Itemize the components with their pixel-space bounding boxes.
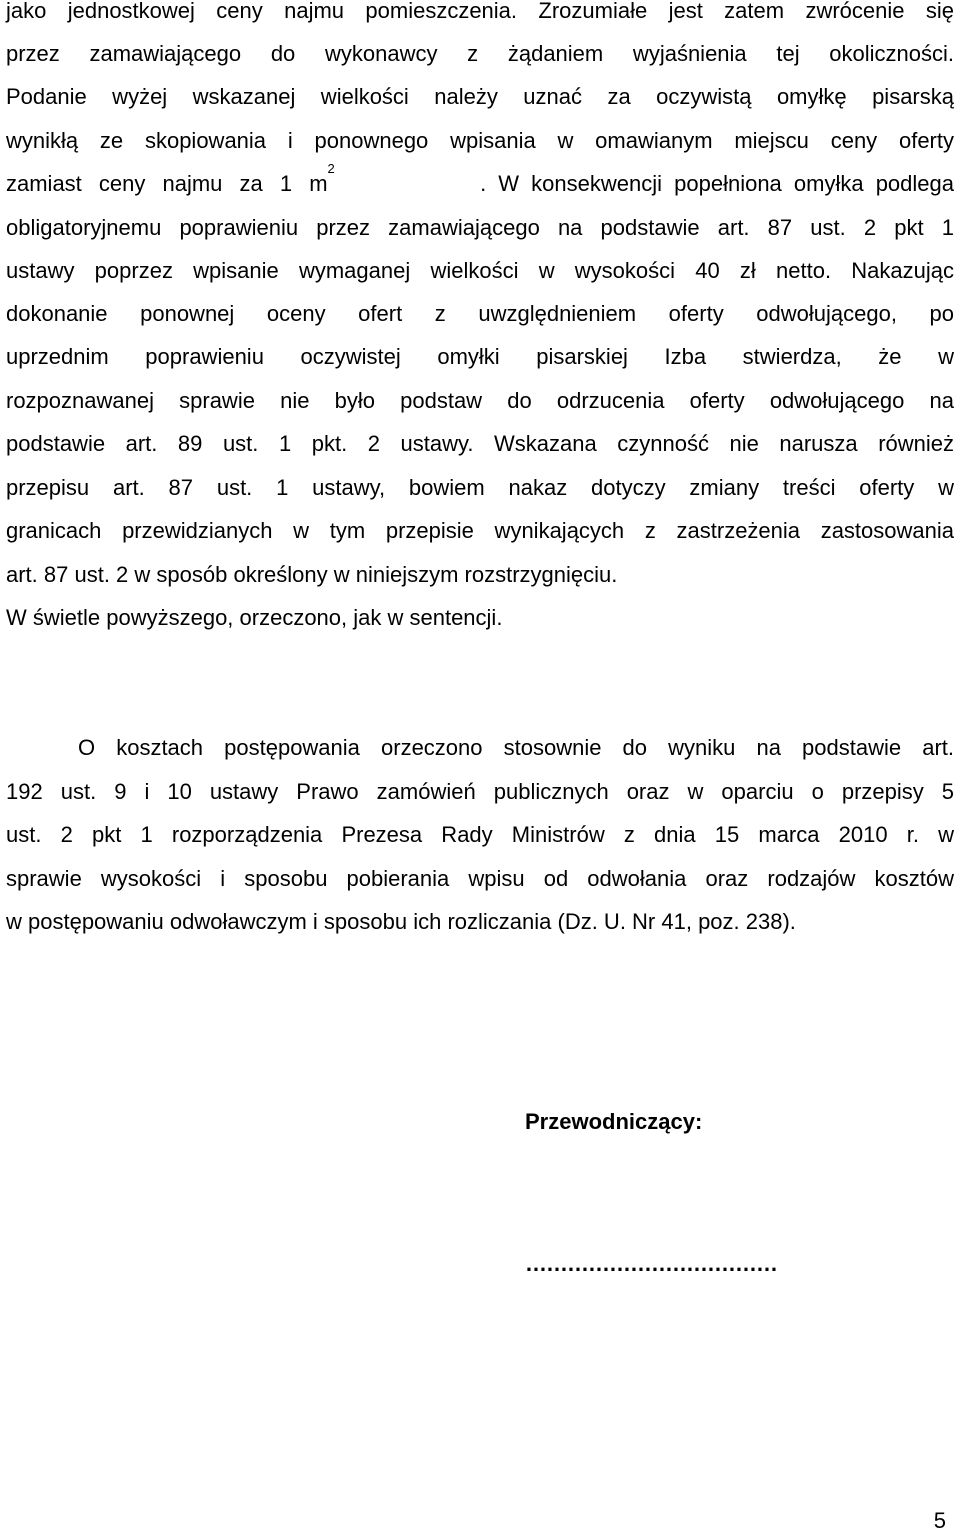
paragraph-line: granicach przewidzianych w tym przepisie wynikających z zastrzeżenia zastosowania [6, 518, 954, 543]
chairperson-title: Przewodniczący: [525, 1109, 703, 1134]
paragraph-line: wynikłą ze skopiowania i ponownego wpisania w omawianym miejscu ceny oferty [6, 128, 954, 153]
costs-line: O kosztach postępowania orzeczono stosownie do wyniku na podstawie art. [78, 735, 954, 760]
signature-line: ……………………………… [525, 1251, 777, 1276]
paragraph-line-head [6, 161, 335, 199]
paragraph-line: przepisu art. 87 ust. 1 ustawy, bowiem nakaz dotyczy zmiany treści oferty w [6, 475, 954, 500]
paragraph-line: dokonanie ponownej oceny ofert z uwzględnieniem oferty odwołującego, po [6, 301, 954, 326]
paragraph-line: art. 87 ust. 2 w sposób określony w niniejszym rozstrzygnięciu. [6, 562, 618, 587]
superscript: 2 [327, 161, 335, 176]
costs-line: ust. 2 pkt 1 rozporządzenia Prezesa Rady Ministrów z dnia 15 marca 2010 r. w [6, 822, 954, 847]
costs-line: 192 ust. 9 i 10 ustawy Prawo zamówień publicznych oraz w oparciu o przepisy 5 [6, 779, 954, 804]
conclusion-line: W świetle powyższego, orzeczono, jak w sentencji. [6, 605, 503, 630]
paragraph-line: Podanie wyżej wskazanej wielkości należy uznać za oczywistą omyłkę pisarską [6, 84, 954, 109]
paragraph-line: rozpoznawanej sprawie nie było podstaw do odrzucenia oferty odwołującego na [6, 388, 954, 413]
paragraph-line: ustawy poprzez wpisanie wymaganej wielkości w wysokości 40 zł netto. Nakazując [6, 258, 954, 283]
paragraph-line-with-superscript [6, 161, 954, 199]
paragraph-line: jako jednostkowej ceny najmu pomieszczenia. Zrozumiałe jest zatem zwrócenie się [6, 0, 954, 23]
paragraph-line-text: zamiast ceny najmu za 1 m [6, 171, 328, 196]
paragraph-line: uprzednim poprawieniu oczywistej omyłki pisarskiej Izba stwierdza, że w [6, 344, 954, 369]
paragraph-line: przez zamawiającego do wykonawcy z żądaniem wyjaśnienia tej okoliczności. [6, 41, 954, 66]
page-number: 5 [933, 1508, 946, 1533]
paragraph-line-tail: . W konsekwencji popełniona omyłka podlega [480, 171, 954, 196]
paragraph-line: obligatoryjnemu poprawieniu przez zamawiającego na podstawie art. 87 ust. 2 pkt 1 [6, 215, 954, 240]
costs-line: w postępowaniu odwoławczym i sposobu ich rozliczania (Dz. U. Nr 41, poz. 238). [6, 909, 796, 934]
costs-line: sprawie wysokości i sposobu pobierania wpisu od odwołania oraz rodzajów kosztów [6, 866, 954, 891]
paragraph-line: podstawie art. 89 ust. 1 pkt. 2 ustawy. Wskazana czynność nie narusza również [6, 431, 954, 456]
